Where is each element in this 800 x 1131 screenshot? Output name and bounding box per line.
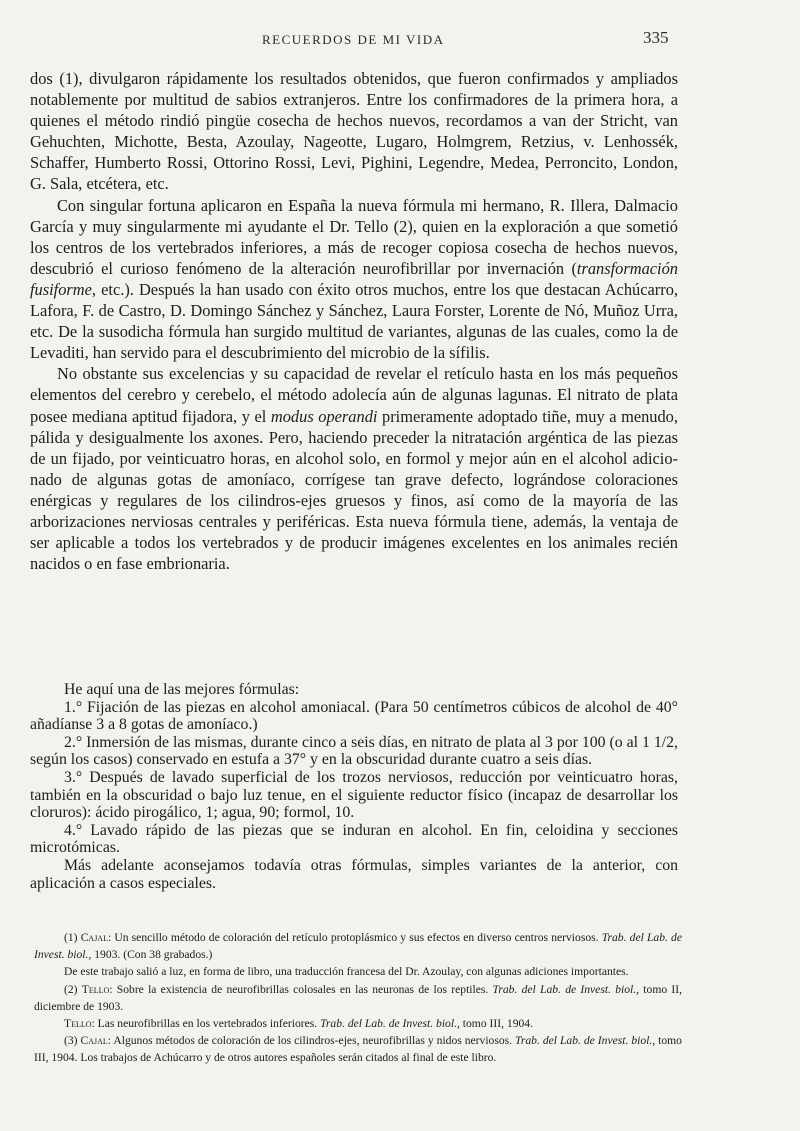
page-number: 335 <box>643 28 669 47</box>
paragraph-3-italic: modus operandi <box>270 406 378 426</box>
footnote-1-author: Cajal: <box>80 931 112 944</box>
formula-item-2-fraction: 1/2 <box>653 733 675 751</box>
paragraph-3 <box>30 363 678 574</box>
footnote-3-author: Cajal: <box>80 1034 112 1048</box>
footnote-2b <box>34 1015 682 1032</box>
footnote-1-note: De este trabajo salió a luz, en forma de libro, una traducción francesa del Dr. Azoulay, con algunas adiciones importantes. <box>64 965 629 979</box>
formula-intro: He aquí una de las mejores fórmulas: <box>64 681 300 698</box>
formula-item-2 <box>30 734 678 769</box>
footnote-1-number: (1) <box>64 931 78 944</box>
paragraph-1 <box>30 68 678 195</box>
formula-item-4: 4.° Lavado rápido de las piezas que se induran en alcohol. En fin, celoidina y secciones microtómicas. <box>30 821 678 857</box>
footnote-1 <box>34 929 682 963</box>
footnote-2-text-a: Sobre la existencia de neurofibrillas colosales en las neuronas de los reptiles. <box>112 982 493 996</box>
formula-list <box>30 681 678 892</box>
footnote-2-author: Tello: <box>81 982 113 996</box>
footnote-1-text-b: , 1903. (Con 38 grabados.) <box>88 948 213 962</box>
footnote-2-text-b: , tomo II, diciembre de 1903. <box>34 982 682 1013</box>
formula-item-2-text-a: 2.° Inmersión de las mismas, durante cinco a seis días, en nitrato de plata al 3 por 100 (o al 1 <box>64 733 654 751</box>
paragraph-3-text-b: primeramente adoptado tiñe, muy a menudo, pálida y desigualmente los axones. Pero, haciendo preceder la nitratación argéntica de las piezas de un fijado, por veinticuatro horas, en alcohol solo, en formol y mejor aún en el alcohol adicionado de algunas gotas de amoníaco, corrígese tan grave defecto, lográndose coloraciones enérgicas y regulares de los cilindros-ejes gruesos y finos, así como de la mayoría de las arborizaciones nerviosas centrales y periféricas. Esta nueva fórmula tiene, además, la ventaja de ser aplicable a todos los vertebrados y de producir imágenes excelentes en los animales recién nacidos o en fase embrionaria. <box>30 406 678 574</box>
formula-item-2-text-b: , según los casos) conservado en estufa a 37° y en la obscuridad durante cuatro a seis días. <box>30 733 678 769</box>
running-head <box>0 28 800 50</box>
footnote-1-text-a: Un sencillo método de coloración del retículo protoplásmico y sus efectos en diverso centros nerviosos. <box>111 931 602 944</box>
footnote-3-number: (3) <box>64 1034 78 1048</box>
paragraph-3-text-a: No obstante sus excelencias y su capacidad de revelar el retículo hasta en los más pequeños elementos del cerebro y cerebelo, el método adolecía aún de algunas lagunas. El nitrato de plata posee mediana aptitud fijadora, y el <box>30 364 678 426</box>
footnote-2 <box>34 981 682 1015</box>
footnote-3-journal: Trab. del Lab. de Invest. biol. <box>515 1034 653 1048</box>
running-title: RECUERDOS DE MI VIDA <box>262 32 445 47</box>
footnote-3-text-a: Algunos métodos de coloración de los cilindros-ejes, neurofibrillas y nidos nerviosos. <box>111 1034 516 1048</box>
formula-item-3: 3.° Después de lavado superficial de los trozos nerviosos, reducción por veinticuatro horas, también en la obscuridad o bajo luz tenue, en el siguiente reductor físico (incapaz de desarrollar los cloruros): ácido pirogálico, 1; agua, 90; formol, 10. <box>30 768 678 822</box>
footnote-2-journal: Trab. del Lab. de Invest. biol. <box>492 982 637 996</box>
paragraph-2-text-a: Con singular fortuna aplicaron en España la nueva fórmula mi hermano, R. Illera, Dalmacio García y muy singularmente mi ayudante el Dr. Tello (2), quien en la exploración a que sometió los centros de los vertebrados inferiores, a más de recoger copiosa cosecha de hechos nuevos, descubrió el curioso fenómeno de la alteración neurofibrillar por invernación ( <box>30 195 678 278</box>
paragraph-2-italic: transformación fusiforme <box>30 258 678 299</box>
formula-closing: Más adelante aconsejamos todavía otras fórmulas, simples variantes de la anterior, con aplicación a casos especiales. <box>30 856 678 892</box>
footnote-2b-author: Tello: <box>64 1017 95 1031</box>
footnotes <box>34 929 682 1067</box>
footnote-2b-journal: Trab. del Lab. de Invest. biol. <box>320 1017 457 1031</box>
footnote-2-number: (2) <box>64 982 78 996</box>
paragraph-1-text: dos (1), divulgaron rápidamente los resultados obtenidos, que fueron confirmados y ampliados notablemente por multitud de sabios extranjeros. Entre los confirmadores de la primera hora, a quienes el método rindió pingüe cosecha de hechos nuevos, recordamos a van der Stricht, van Gehuchten, Michotte, Besta, Azoulay, Nageotte, Lugaro, Holmgrem, Retzius, v. Lenhossék, Schaffer, Humberto Rossi, Ottorino Rossi, Levi, Pighini, Legendre, Medea, Perroncito, London, G. Sala, etcétera, etc. <box>30 69 678 194</box>
footnote-1-journal: Trab. del Lab. de Invest. biol. <box>34 931 682 962</box>
body-text <box>30 68 678 574</box>
footnote-3-text-b: , tomo III, 1904. Los trabajos de Achúcarro y de otros autores españoles serán citados al final de este libro. <box>34 1034 682 1065</box>
footnote-2b-text-a: Las neurofibrillas en los vertebrados inferiores. <box>94 1017 321 1031</box>
paragraph-2 <box>30 195 678 364</box>
formula-item-1: 1.° Fijación de las piezas en alcohol amoniacal. (Para 50 centímetros cúbicos de alcohol de 40° añadíanse 3 a 8 gotas de amoníaco.) <box>30 698 678 734</box>
paragraph-2-text-b: , etc.). Después la han usado con éxito otros muchos, entre los que destacan Achúcarro, Lafora, F. de Castro, D. Domingo Sánchez y Sánchez, Laura Forster, Lorente de Nó, Muñoz Urra, etc. De la susodicha fórmula han surgido multitud de variantes, algunas de las cuales, como la de Levaditi, han servido para el descubrimiento del microbio de la sífilis. <box>30 279 678 363</box>
footnote-3 <box>34 1032 682 1066</box>
footnote-2b-text-b: , tomo III, 1904. <box>456 1017 533 1031</box>
